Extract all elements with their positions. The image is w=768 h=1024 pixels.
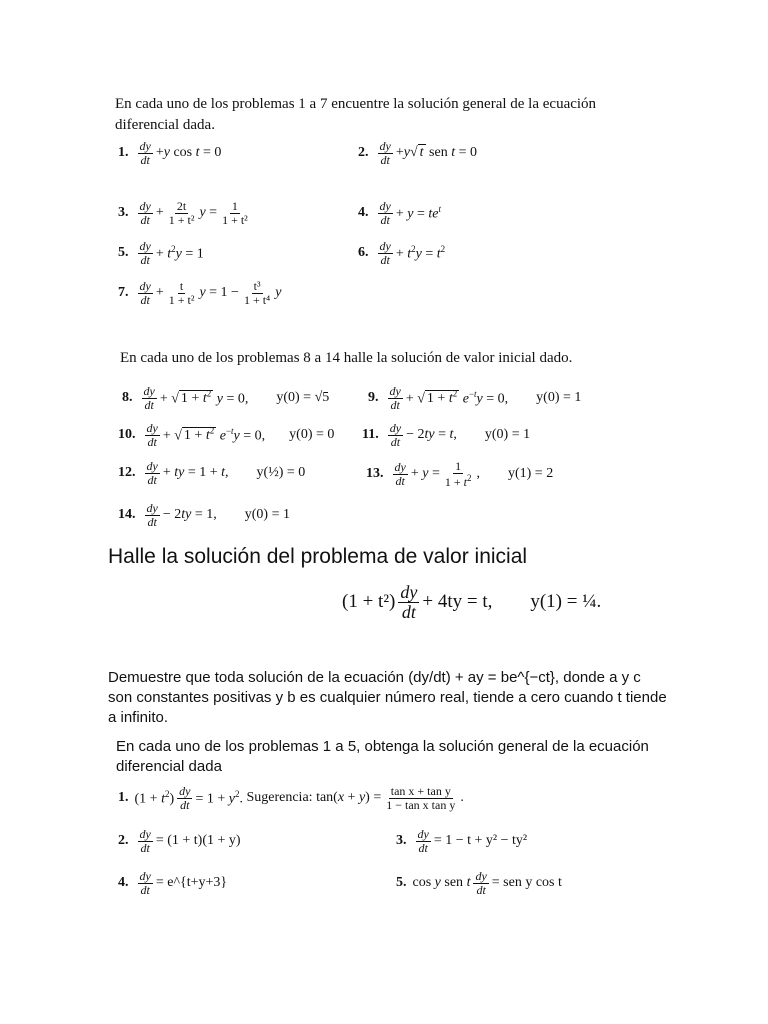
equation-rest: = 1 − t + y² − ty² bbox=[433, 833, 528, 849]
section1-intro: En cada uno de los problemas 1 a 7 encuentre la solución general de la ecuación diferencial dada. bbox=[115, 96, 597, 133]
initial-condition: y(0) = 1 bbox=[244, 507, 290, 523]
problem-number: 7. bbox=[118, 285, 129, 301]
problem-number: 14. bbox=[118, 507, 136, 523]
fraction: $\frac{2t}{\text{1 + t²}}$ bbox=[168, 199, 195, 227]
dy-dt: $\frac{dy}{dt}$ bbox=[139, 869, 151, 897]
problem-number: 12. bbox=[118, 465, 136, 481]
dy-dt: $\frac{dy}{dt}$ bbox=[379, 199, 391, 227]
dy-dt: $\frac{dy}{dt}$ bbox=[179, 784, 191, 812]
section3-intro: En cada uno de los problemas 1 a 5, obtenga la solución general de la ecuación diferencial dada bbox=[116, 738, 649, 775]
problem-3: 3. $\frac{dy}{dt}$ + $\frac{2t}{\text{1 + t²}}$ y = $\frac{1}{\text{1 + t²}}$ bbox=[118, 199, 248, 227]
dy-dt: $\frac{dy}{dt}$ bbox=[139, 279, 151, 307]
initial-condition: y(1) = 2 bbox=[507, 466, 554, 482]
problem-number: 9. bbox=[368, 390, 379, 406]
dy-dt: $\frac{dy}{dt}$ bbox=[139, 199, 151, 227]
problem-8: 8. $\frac{dy}{dt}$ + √ $1 + t^2$ y = 0, y(0) = √5 bbox=[122, 384, 330, 412]
initial-condition: y(0) = √5 bbox=[276, 390, 330, 406]
problem-number: 5. bbox=[118, 245, 129, 261]
problem-13: 13. $\frac{dy}{dt}$ + y = $\frac{1}{1 + t^2}$ , y(1) = 2 bbox=[366, 459, 554, 489]
problem-14: 14. $\frac{dy}{dt}$ − 2ty = 1, y(0) = 1 bbox=[118, 501, 290, 529]
section2-intro: En cada uno de los problemas 8 a 14 halle la solución de valor inicial dado. bbox=[120, 350, 573, 366]
dy-dt: $\frac{dy}{dt}$ bbox=[394, 460, 406, 488]
problem-s3-2 bbox=[118, 828, 241, 854]
exercise-paragraph: Demuestre que toda solución de la ecuación (dy/dt) + ay = be^{−ct}, donde a y c son constantes positivas y b es cualquier número real, tiende a cero cuando t tiende a infinito. bbox=[108, 669, 667, 726]
dy-dt: $\frac{dy}{dt}$ bbox=[146, 421, 158, 449]
problem-number: 13. bbox=[366, 466, 384, 482]
initial-condition: y(1) = ¼. bbox=[530, 591, 602, 613]
initial-condition: y(0) = 1 bbox=[484, 427, 531, 443]
initial-value-equation bbox=[342, 583, 601, 622]
equation-lhs: (1 + t²) bbox=[342, 591, 396, 613]
problem-number: 6. bbox=[358, 245, 369, 261]
initial-condition: y(0) = 0 bbox=[289, 427, 335, 443]
problem-s3-5: 5. cos y sen t $\frac{dy}{dt}$ = sen y cos t bbox=[396, 869, 562, 897]
equation-rest: = e^{t+y+3} bbox=[155, 875, 228, 891]
dy-dt: $\frac{dy}{dt}$ bbox=[139, 139, 151, 167]
problem-11: 11. $\frac{dy}{dt}$ − 2ty = t, y(0) = 1 bbox=[362, 421, 531, 449]
problem-number: 3. bbox=[396, 833, 407, 849]
problem-5: 5. $\frac{dy}{dt}$ + $t^2y = 1$ bbox=[118, 239, 204, 267]
problem-number: 3. bbox=[118, 205, 129, 221]
dy-dt: $\frac{dy}{dt}$ bbox=[379, 239, 391, 267]
problem-2: 2. $\frac{dy}{dt}$ +y√ t sen t = 0 bbox=[358, 139, 477, 167]
problem-number: 1. bbox=[118, 790, 129, 806]
problem-number: 8. bbox=[122, 390, 133, 406]
dy-dt: $\frac{dy}{dt}$ bbox=[475, 869, 487, 897]
dy-dt: $\frac{dy}{dt}$ bbox=[146, 459, 158, 487]
initial-condition: y(½) = 0 bbox=[256, 465, 306, 481]
dy-dt: $\frac{dy}{dt}$ bbox=[139, 827, 151, 855]
equation-rest: + 4ty = t, bbox=[422, 591, 493, 613]
initial-condition: y(0) = 1 bbox=[536, 390, 582, 406]
dy-dt: $\frac{dy}{dt}$ bbox=[400, 582, 418, 622]
fraction: $\frac{1}{\text{1 + t²}}$ bbox=[222, 199, 248, 227]
dy-dt: $\frac{dy}{dt}$ bbox=[389, 421, 402, 449]
dy-dt: $\frac{dy}{dt}$ bbox=[389, 384, 401, 412]
fraction: $\frac{1}{1 + t^2}$ bbox=[444, 459, 472, 489]
fraction: $\frac{\text{t³}}{\text{1 + t⁴}}$ bbox=[243, 279, 271, 307]
problem-6: 6. $\frac{dy}{dt}$ + $t^2y = t^2$ bbox=[358, 239, 446, 267]
problem-4: 4. $\frac{dy}{dt}$ + $y = te^t$ bbox=[358, 199, 441, 227]
dy-dt: $\frac{dy}{dt}$ bbox=[146, 501, 158, 529]
problem-s3-4 bbox=[118, 870, 227, 896]
problem-number: 11. bbox=[362, 427, 379, 443]
problem-10: 10. $\frac{dy}{dt}$ + √ $1 + t^2$ $e^{-t}y = 0$, y(0) = 0 bbox=[118, 421, 335, 449]
dy-dt: $\frac{dy}{dt}$ bbox=[139, 239, 151, 267]
problem-number: 4. bbox=[118, 875, 129, 891]
problem-7: 7. $\frac{dy}{dt}$ + $\frac{t}{\text{1 + t²}}$ y = 1 − $\frac{\text{t³}}{\text{1 + t⁴}}$ y bbox=[118, 279, 282, 307]
problem-number: 10. bbox=[118, 427, 136, 443]
equation-rest: = sen y cos t bbox=[491, 875, 562, 891]
problem-s3-3 bbox=[396, 828, 527, 854]
equation-rest: = (1 + t)(1 + y) bbox=[155, 833, 241, 849]
problem-number: 5. bbox=[396, 875, 407, 891]
problem-number: 2. bbox=[358, 145, 369, 161]
problem-s3-1: 1. $(1 + t^2)$ $\frac{dy}{dt}$ = $1 + y^2$. Sugerencia: tan(x + y) = $\frac{\text{tan x + tan y}}{\text{1 − tan x tan y}}$ . bbox=[118, 784, 464, 812]
dy-dt: $\frac{dy}{dt}$ bbox=[379, 139, 391, 167]
problem-12: 12. $\frac{dy}{dt}$ + ty = 1 + t, y(½) = 0 bbox=[118, 459, 306, 487]
section-heading: Halle la solución del problema de valor inicial bbox=[108, 545, 528, 568]
problem-9: 9. $\frac{dy}{dt}$ + √ $1 + t^2$ $e^{-t}y = 0$, y(0) = 1 bbox=[368, 384, 582, 412]
problem-number: 1. bbox=[118, 145, 129, 161]
problem-1: 1. $\frac{dy}{dt}$ +y cos t = 0 bbox=[118, 139, 222, 167]
problem-number: 4. bbox=[358, 205, 369, 221]
dy-dt: $\frac{dy}{dt}$ bbox=[143, 384, 155, 412]
fraction: $\frac{t}{\text{1 + t²}}$ bbox=[168, 279, 195, 307]
hint-fraction: $\frac{\text{tan x + tan y}}{\text{1 − tan x tan y}}$ bbox=[386, 784, 456, 812]
problem-number: 2. bbox=[118, 833, 129, 849]
hint-label: Sugerencia: bbox=[246, 790, 313, 806]
dy-dt: $\frac{dy}{dt}$ bbox=[417, 827, 429, 855]
